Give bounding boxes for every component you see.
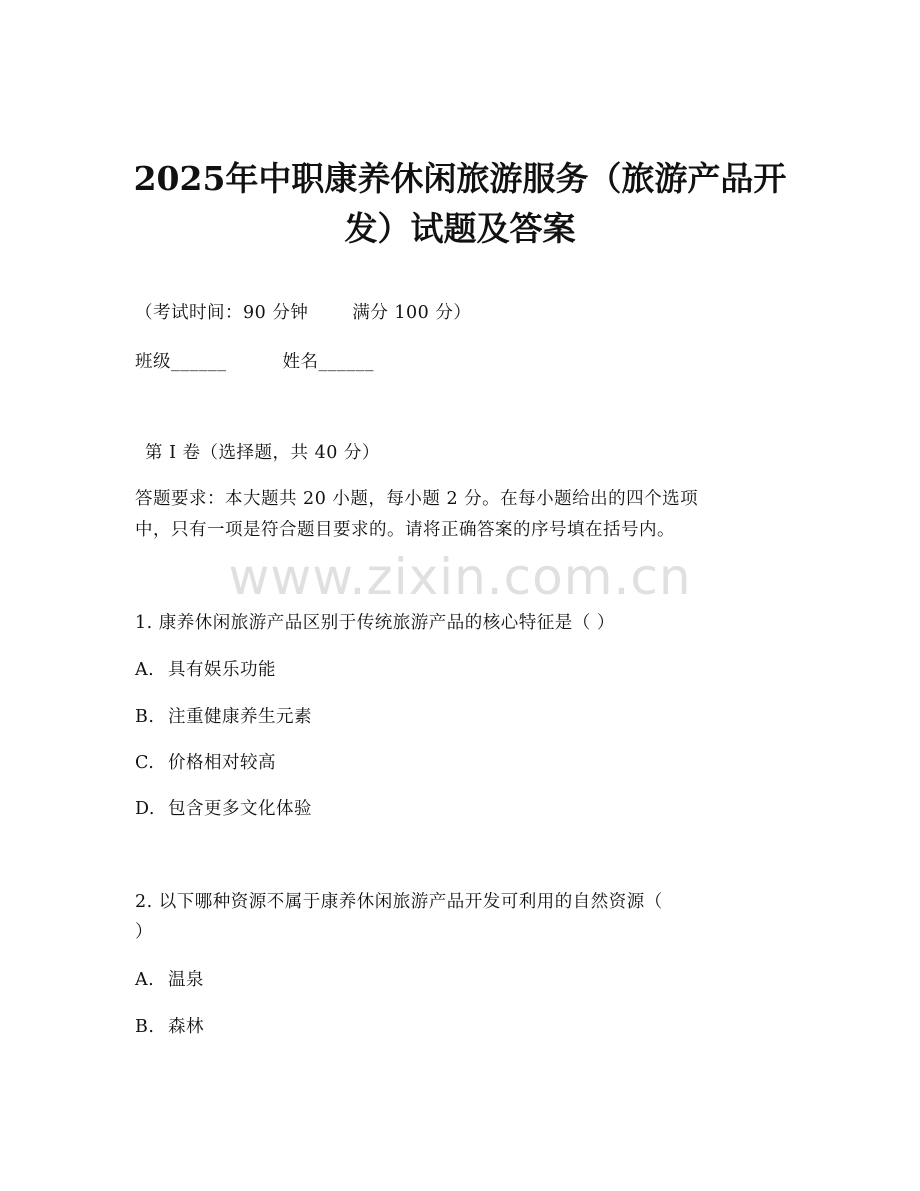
- option-text: 价格相对较高: [168, 753, 276, 773]
- class-field: 班级______: [135, 352, 227, 372]
- option-text: 具有娱乐功能: [168, 660, 276, 680]
- option-letter: D.: [135, 799, 155, 819]
- question-1-option-a: [135, 658, 276, 682]
- option-letter: A.: [135, 660, 155, 680]
- option-letter: A.: [135, 970, 155, 990]
- question-2-stem-line-2: ）: [135, 922, 153, 942]
- exam-total-score: 满分 100 分）: [352, 303, 472, 323]
- watermark: www.zixin.com.cn: [228, 548, 692, 606]
- document-title-line-2: 发）试题及答案: [344, 209, 576, 248]
- question-2-stem-line-1: 2. 以下哪种资源不属于康养休闲旅游产品开发可利用的自然资源（: [135, 892, 663, 912]
- document-title-line-1: 2025年中职康养休闲旅游服务（旅游产品开: [133, 159, 787, 198]
- exam-info: [135, 301, 471, 325]
- instructions-line-2: 中，只有一项是符合题目要求的。请将正确答案的序号填在括号内。: [135, 520, 675, 540]
- name-field: 姓名______: [282, 352, 374, 372]
- exam-time: （考试时间：90 分钟: [135, 303, 309, 323]
- section-title: 第 I 卷（选择题，共 40 分）: [145, 443, 380, 463]
- question-1-option-b: [135, 705, 312, 729]
- question-1-stem: 1. 康养休闲旅游产品区别于传统旅游产品的核心特征是（ ）: [135, 613, 615, 633]
- student-info: [135, 350, 374, 374]
- option-text: 温泉: [168, 970, 204, 990]
- question-2-option-a: [135, 968, 204, 992]
- option-text: 包含更多文化体验: [168, 799, 312, 819]
- option-letter: B.: [135, 707, 155, 727]
- option-letter: B.: [135, 1017, 155, 1037]
- option-text: 森林: [168, 1017, 204, 1037]
- question-1-option-c: [135, 751, 276, 775]
- question-1-option-d: [135, 797, 312, 821]
- question-2-option-b: [135, 1015, 204, 1039]
- option-text: 注重健康养生元素: [168, 707, 312, 727]
- option-letter: C.: [135, 753, 155, 773]
- instructions-line-1: 答题要求：本大题共 20 小题，每小题 2 分。在每小题给出的四个选项: [135, 489, 699, 509]
